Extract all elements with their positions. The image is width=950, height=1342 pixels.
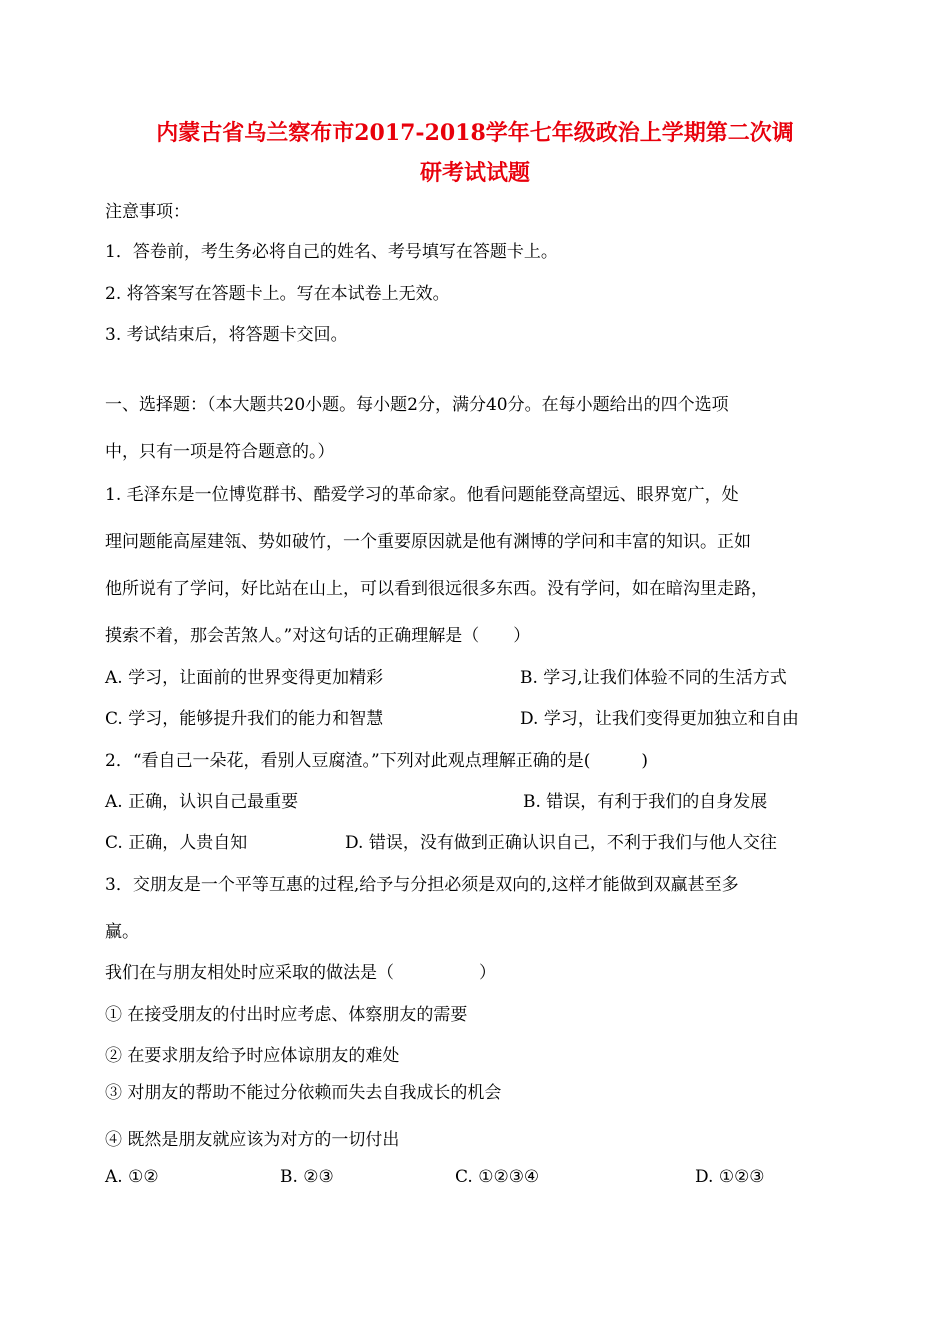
- q2-line: 2．“看自己一朵花，看别人豆腐渣。”下列对此观点理解正确的是( ): [105, 751, 648, 771]
- q3-statement-1: ① 在接受朋友的付出时应考虑、体察朋友的需要: [105, 1005, 468, 1025]
- q1-option-b: B. 学习,让我们体验不同的生活方式: [520, 668, 787, 688]
- document-title-line-1: 内蒙古省乌兰察布市2017-2018学年七年级政治上学期第二次调: [156, 120, 794, 146]
- q1-option-c: C. 学习，能够提升我们的能力和智慧: [105, 709, 384, 729]
- q3-statement-4: ④ 既然是朋友就应该为对方的一切付出: [105, 1130, 400, 1150]
- q3-option-d: D. ①②③: [695, 1167, 765, 1187]
- notice-item-1: 1．答卷前，考生务必将自己的姓名、考号填写在答题卡上。: [105, 242, 558, 262]
- q2-option-d: D. 错误，没有做到正确认识自己，不利于我们与他人交往: [345, 833, 777, 853]
- q1-line-2: 理问题能高屋建瓴、势如破竹，一个重要原因就是他有渊博的学问和丰富的知识。正如: [105, 532, 751, 552]
- q3-line-1: 3．交朋友是一个平等互惠的过程,给予与分担必须是双向的,这样才能做到双赢甚至多: [105, 875, 739, 895]
- q1-option-d: D. 学习，让我们变得更加独立和自由: [520, 709, 799, 729]
- q2-option-a: A. 正确，认识自己最重要: [105, 792, 299, 812]
- q3-line-2: 赢。: [105, 922, 139, 942]
- q3-option-b: B. ②③: [280, 1167, 334, 1187]
- q3-line-3: 我们在与朋友相处时应采取的做法是（ ）: [105, 963, 496, 983]
- notice-item-3: 3. 考试结束后，将答题卡交回。: [105, 325, 348, 345]
- notice-item-2: 2. 将答案写在答题卡上。写在本试卷上无效。: [105, 284, 450, 304]
- document-title-line-2: 研考试试题: [419, 160, 530, 186]
- notice-heading: 注意事项：: [105, 202, 190, 222]
- q1-line-1: 1. 毛泽东是一位博览群书、酷爱学习的革命家。他看问题能登高望远、眼界宽广，处: [105, 485, 739, 505]
- section-heading-line-1: 一、选择题：（本大题共20小题。每小题2分，满分40分。在每小题给出的四个选项: [105, 395, 729, 415]
- section-heading-line-2: 中，只有一项是符合题意的。）: [105, 442, 335, 462]
- q3-statement-3: ③ 对朋友的帮助不能过分依赖而失去自我成长的机会: [105, 1083, 502, 1103]
- q3-option-a: A. ①②: [105, 1167, 159, 1187]
- q3-statement-2: ② 在要求朋友给予时应体谅朋友的难处: [105, 1046, 400, 1066]
- q2-option-c: C. 正确，人贵自知: [105, 833, 248, 853]
- q1-line-4: 摸索不着，那会苦煞人。”对这句话的正确理解是（ ）: [105, 626, 531, 646]
- q3-option-c: C. ①②③④: [455, 1167, 540, 1187]
- q2-option-b: B. 错误，有利于我们的自身发展: [523, 792, 768, 812]
- q1-option-a: A. 学习，让面前的世界变得更加精彩: [105, 668, 384, 688]
- q1-line-3: 他所说有了学问，好比站在山上，可以看到很远很多东西。没有学问，如在暗沟里走路，: [105, 579, 768, 599]
